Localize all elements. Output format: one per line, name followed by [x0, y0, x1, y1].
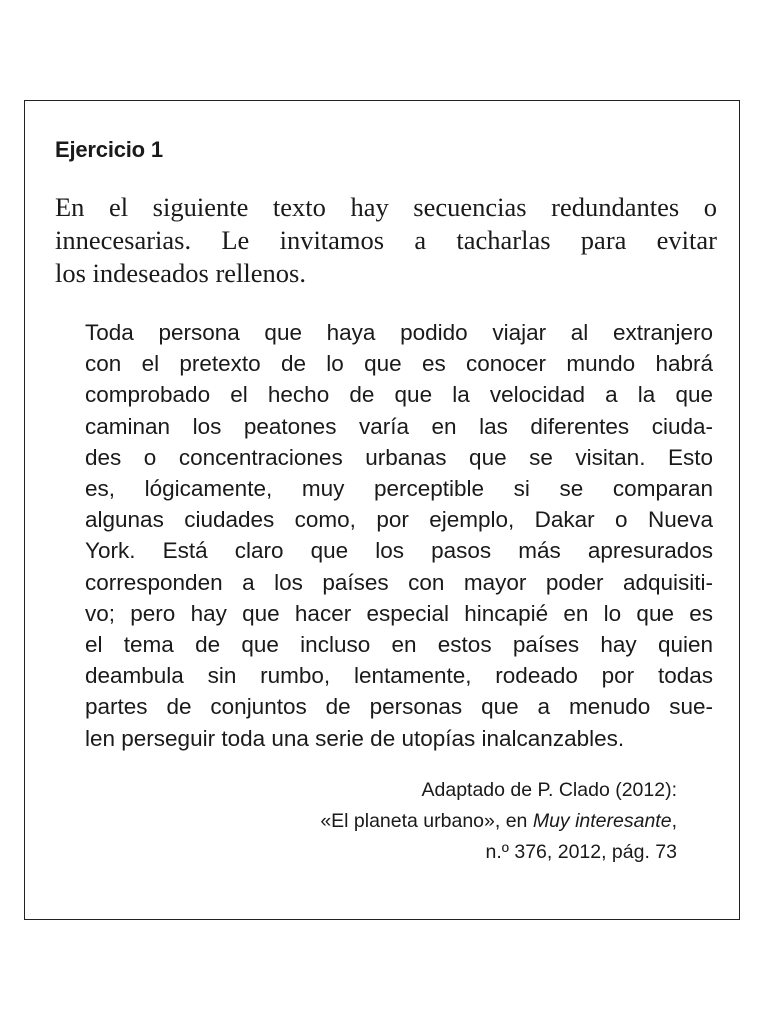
passage-line: Toda persona que haya podido viajar al extranjero [85, 320, 713, 345]
passage-line: len perseguir toda una serie de utopías inalcanzables. [85, 725, 625, 751]
passage-line: es, lógicamente, muy perceptible si se comparan [85, 476, 713, 502]
passage-line: caminan los peatones varía en las diferentes ciuda- [85, 413, 713, 439]
source-citation [320, 775, 677, 868]
passage-line: partes de conjuntos de personas que a menudo sue- [85, 694, 713, 720]
passage-text [85, 317, 713, 754]
passage-line: York. Está claro que los pasos más apresurados [85, 538, 713, 564]
citation-author: Adaptado de P. Clado (2012): [421, 779, 677, 801]
passage-line: comprobado el hecho de que la velocidad a la que [85, 382, 713, 408]
citation-punctuation: , [671, 810, 677, 832]
passage-line: el tema de que incluso en estos países hay quien [85, 632, 713, 658]
exercise-title: Ejercicio 1 [55, 137, 163, 162]
passage-line: con el pretexto de lo que es conocer mundo habrá [85, 351, 713, 377]
passage-line: algunas ciudades como, por ejemplo, Dakar o Nueva [85, 507, 713, 533]
exercise-box [24, 100, 740, 920]
citation-issue: n.º 376, 2012, pág. 73 [485, 841, 677, 863]
exercise-instructions [55, 191, 717, 290]
passage-line: vo; pero hay que hacer especial hincapié en lo que es [85, 600, 713, 626]
instructions-line: En el siguiente texto hay secuencias redundantes o [55, 192, 717, 222]
citation-publication [320, 806, 677, 837]
passage-line: corresponden a los países con mayor poder adquisiti- [85, 569, 713, 595]
instructions-line: innecesarias. Le invitamos a tacharlas para evitar [55, 225, 717, 255]
citation-article-title: «El planeta urbano», en [320, 810, 533, 832]
instructions-line: los indeseados rellenos. [55, 258, 306, 288]
passage-line: deambula sin rumbo, lentamente, rodeado por todas [85, 663, 713, 689]
citation-magazine-name: Muy interesante [532, 810, 672, 832]
passage-line: des o concentraciones urbanas que se visitan. Esto [85, 444, 713, 470]
